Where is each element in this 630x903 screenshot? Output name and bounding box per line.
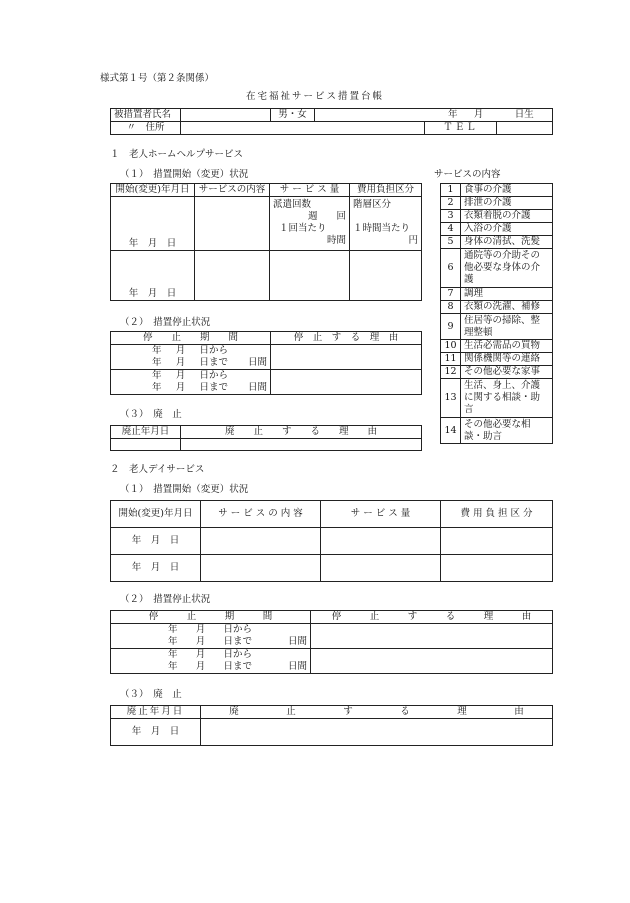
stop-days-label: 日間 (248, 382, 268, 393)
service-no: 1 (441, 184, 461, 197)
cost-per-hour-label: １時間当たり (353, 223, 411, 234)
address-label: 〃 住所 (111, 122, 181, 135)
stop-until-year: 年 (111, 382, 165, 395)
s2-row1-date[interactable]: 年 月 日 (111, 528, 201, 555)
stop-from-year: 年 (111, 649, 181, 662)
s2-row2-service[interactable] (201, 555, 321, 582)
service-no: 10 (441, 340, 461, 353)
service-item-cleansing: 身体の清拭、洗髪 (461, 236, 553, 249)
s2-abolish-header-date: 廃止年月日 (111, 706, 201, 719)
s2-abolish-header-reason: 廃 止 す る 理 由 (201, 706, 553, 719)
s2-stop-header-reason: 停 止 す る 理 由 (311, 611, 553, 624)
s1-stop-reason-1[interactable] (271, 345, 422, 370)
service-item-shopping: 生活必需品の買物 (461, 340, 553, 353)
service-no: 11 (441, 353, 461, 366)
s2-abolish-table (110, 705, 553, 746)
stop-until-month: 月 (165, 357, 197, 370)
service-item-cleaning: 住居等の掃除、整理整頓 (461, 314, 553, 340)
form-number: 様式第１号（第２条関係） (100, 73, 215, 84)
stop-from-year: 年 (111, 345, 165, 358)
service-no: 7 (441, 288, 461, 301)
s1-abolish-table (110, 425, 422, 451)
stop-until-year: 年 (111, 636, 181, 649)
stop-until-month: 月 (165, 382, 197, 395)
section2-heading: ２ 老人デイサービス (110, 464, 205, 475)
tel-label: ＴＥＬ (425, 122, 497, 135)
s1-start-table (110, 183, 422, 301)
s2-header-cost: 費 用 負 担 区 分 (441, 501, 553, 528)
name-field[interactable] (181, 109, 271, 122)
stop-until-month: 月 (181, 636, 221, 649)
service-item-cooking: 調理 (461, 288, 553, 301)
s1-abolish-header-reason: 廃 止 す る 理 由 (181, 426, 422, 439)
s1-row2-cost[interactable] (350, 251, 422, 301)
s2-stop-table (110, 610, 553, 674)
s1-abolish-reason[interactable] (181, 439, 422, 451)
stop-from-month: 月 (175, 370, 186, 381)
tel-field[interactable] (497, 122, 553, 135)
s1-row2-date[interactable]: 年 月 日 (111, 251, 195, 301)
s2-abolish-reason[interactable] (201, 719, 553, 746)
s1-row1-cost[interactable] (350, 197, 422, 251)
s2-start-table (110, 500, 553, 582)
service-no: 4 (441, 223, 461, 236)
s1-row2-service[interactable] (195, 251, 270, 301)
service-item-dressing: 衣類着脱の介護 (461, 210, 553, 223)
service-item-laundry: 衣類の洗濯、補修 (461, 301, 553, 314)
s1-header-date: 開始(変更)年月日 (111, 184, 195, 197)
stop-days-label: 日間 (288, 636, 308, 647)
section1-heading: １ 老人ホームヘルプサービス (110, 149, 244, 160)
stop-until-month: 月 (181, 661, 221, 674)
stop-until-label: 日まで (223, 636, 253, 647)
s2-row2-qty[interactable] (321, 555, 441, 582)
birth-year: 年 (315, 109, 461, 122)
service-item-life-consult: 生活、身上、介護に関する相談・助言 (461, 379, 553, 418)
s1-row1-date[interactable]: 年 月 日 (111, 197, 195, 251)
stop-until-label: 日まで (199, 357, 229, 368)
service-item-body-care: 通院等の介助その他必要な身体の介護 (461, 249, 553, 288)
qty-dispatch-label: 派遣回数 (273, 199, 312, 210)
section1-sub3: （３） 廃 止 (120, 409, 182, 420)
section2-sub2: （２） 措置停止状況 (120, 594, 211, 605)
s1-stop-reason-2[interactable] (271, 370, 422, 395)
service-item-bathing: 入浴の介護 (461, 223, 553, 236)
s2-stop-header-period: 停 止 期 間 (111, 611, 311, 624)
service-no: 14 (441, 418, 461, 444)
s2-row1-cost[interactable] (441, 528, 553, 555)
person-table (110, 108, 553, 135)
service-item-meal: 食事の介護 (461, 184, 553, 197)
section2-sub1: （１） 措置開始（変更）状況 (120, 484, 249, 495)
qty-week-label: 週 回 (307, 211, 346, 222)
service-no: 5 (441, 236, 461, 249)
stop-until-cell (197, 357, 271, 370)
service-list-heading: サービスの内容 (434, 169, 501, 180)
s2-header-date: 開始(変更)年月日 (111, 501, 201, 528)
s1-abolish-header-date: 廃止年月日 (111, 426, 181, 439)
section1-sub2: （２） 措置停止状況 (120, 317, 211, 328)
s1-header-cost: 費用負担区分 (350, 184, 422, 197)
stop-from-month: 月 (195, 649, 206, 660)
service-item-excretion: 排泄の介護 (461, 197, 553, 210)
s2-row1-service[interactable] (201, 528, 321, 555)
qty-per-visit-label: １回当たり (279, 223, 327, 234)
service-item-housework: その他必要な家事 (461, 366, 553, 379)
s1-row1-service[interactable] (195, 197, 270, 251)
stop-from-year: 年 (111, 370, 165, 383)
s1-header-service: サービスの内容 (195, 184, 270, 197)
stop-days-label: 日間 (288, 661, 308, 672)
s2-stop-reason-2[interactable] (311, 649, 553, 674)
birth-day: 日生 (497, 109, 553, 122)
service-no: 3 (441, 210, 461, 223)
page-title: 在宅福祉サービス措置台帳 (245, 91, 384, 102)
section1-sub1: （１） 措置開始（変更）状況 (120, 169, 249, 180)
stop-until-year: 年 (111, 357, 165, 370)
cost-yen-label: 円 (408, 235, 418, 246)
service-no: 13 (441, 379, 461, 418)
cost-class-label: 階層区分 (353, 199, 392, 210)
qty-hours-label: 時間 (326, 235, 346, 246)
service-no: 8 (441, 301, 461, 314)
stop-from-month: 月 (195, 624, 206, 635)
s1-row2-qty[interactable] (270, 251, 350, 301)
s1-abolish-date[interactable] (111, 439, 181, 451)
stop-from-label: 日から (221, 624, 311, 637)
s2-header-qty: サ ー ビ ス 量 (321, 501, 441, 528)
name-label: 被措置者氏名 (111, 109, 181, 122)
service-item-other-consult: その他必要な相談・助言 (461, 418, 553, 444)
stop-until-label: 日まで (223, 661, 253, 672)
birth-month: 月 (461, 109, 497, 122)
stop-from-label: 日から (221, 649, 311, 662)
service-no: 12 (441, 366, 461, 379)
service-no: 6 (441, 249, 461, 288)
s2-row1-qty[interactable] (321, 528, 441, 555)
service-list-table (440, 183, 553, 444)
service-no: 2 (441, 197, 461, 210)
s1-row1-qty[interactable] (270, 197, 350, 251)
stop-from-month: 月 (175, 345, 186, 356)
s2-stop-reason-1[interactable] (311, 624, 553, 649)
service-no: 9 (441, 314, 461, 340)
s1-stop-header-reason: 停 止 す る 理 由 (271, 332, 422, 345)
s1-stop-header-period: 停 止 期 間 (111, 332, 271, 345)
stop-until-label: 日まで (199, 382, 229, 393)
stop-from-year: 年 (111, 624, 181, 637)
address-field[interactable] (181, 122, 425, 135)
s2-row2-cost[interactable] (441, 555, 553, 582)
s1-header-qty: サ ー ビ ス 量 (270, 184, 350, 197)
stop-until-cell (221, 636, 311, 649)
stop-until-year: 年 (111, 661, 181, 674)
section2-sub3: （３） 廃 止 (120, 689, 182, 700)
stop-from-label: 日から (197, 370, 271, 383)
service-item-liaison: 関係機関等の連絡 (461, 353, 553, 366)
s2-abolish-date[interactable]: 年 月 日 (111, 719, 201, 746)
stop-until-cell (221, 661, 311, 674)
stop-until-cell (197, 382, 271, 395)
s2-row2-date[interactable]: 年 月 日 (111, 555, 201, 582)
stop-days-label: 日間 (248, 357, 268, 368)
stop-from-label: 日から (197, 345, 271, 358)
s2-header-service: サ ー ビ ス の 内 容 (201, 501, 321, 528)
s1-stop-table (110, 331, 422, 395)
sex-field[interactable]: 男・女 (271, 109, 315, 122)
